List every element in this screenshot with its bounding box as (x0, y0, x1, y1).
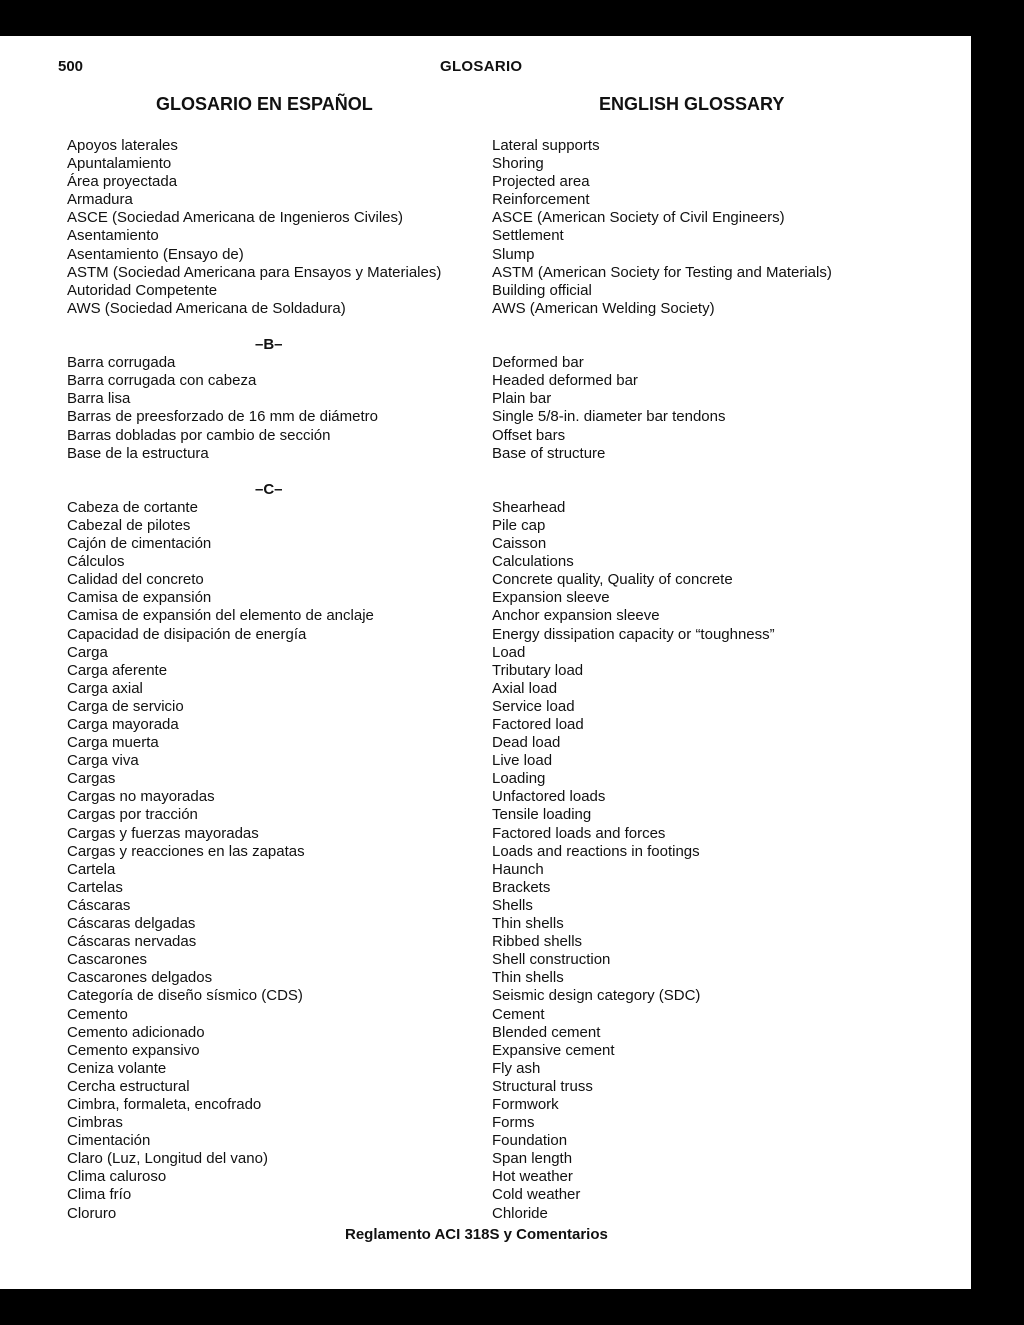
english-term: Dead load (492, 734, 561, 752)
english-term: Shells (492, 896, 533, 914)
spanish-term: Barras de preesforzado de 16 mm de diámetro (67, 408, 378, 426)
english-term: Caisson (492, 535, 547, 553)
glossary-row (0, 716, 971, 734)
glossary-row (0, 626, 971, 644)
glossary-row (0, 1132, 971, 1150)
page-footer: Reglamento ACI 318S y Comentarios (345, 1226, 608, 1243)
glossary-row (0, 372, 971, 390)
english-term: Reinforcement (492, 191, 590, 209)
glossary-row (0, 843, 971, 861)
spanish-term: Camisa de expansión del elemento de anclaje (67, 607, 374, 625)
spanish-term: ASCE (Sociedad Americana de Ingenieros Civiles) (67, 209, 403, 227)
spanish-term: Barra lisa (67, 390, 131, 408)
glossary-row (0, 1042, 971, 1060)
english-term: Expansion sleeve (492, 589, 610, 607)
glossary-row (0, 861, 971, 879)
spanish-term: Cáscaras delgadas (67, 915, 196, 933)
spanish-term: Cloruro (67, 1204, 117, 1222)
spanish-term: Barras dobladas por cambio de sección (67, 426, 331, 444)
spacer-row (0, 318, 971, 336)
spanish-term: Cimbra, formaleta, encofrado (67, 1095, 262, 1113)
spanish-term: Área proyectada (67, 173, 178, 191)
spanish-term: Armadura (67, 191, 133, 209)
spanish-term: Carga de servicio (67, 697, 184, 715)
glossary-row (0, 951, 971, 969)
glossary-row (0, 427, 971, 445)
english-term: Ribbed shells (492, 933, 583, 951)
glossary-row (0, 354, 971, 372)
english-term: Offset bars (492, 426, 566, 444)
english-term: Unfactored loads (492, 788, 606, 806)
english-term: ASTM (American Society for Testing and Materials) (492, 263, 832, 281)
english-term: Concrete quality, Quality of concrete (492, 571, 733, 589)
english-term: Chloride (492, 1204, 548, 1222)
spanish-term: Carga mayorada (67, 716, 179, 733)
glossary-row (0, 825, 971, 843)
spanish-term: Asentamiento (Ensayo de) (67, 245, 244, 263)
glossary-row (0, 553, 971, 571)
spanish-term: Cálculos (67, 553, 125, 571)
spanish-term: Cemento expansivo (67, 1041, 200, 1059)
english-term: Cement (492, 1005, 545, 1023)
glossary-row (0, 1150, 971, 1168)
english-term: Seismic design category (SDC) (492, 987, 701, 1005)
spanish-term: Cascarones (67, 951, 148, 969)
spanish-term: AWS (Sociedad Americana de Soldadura) (67, 299, 346, 317)
spanish-term: ASTM (Sociedad Americana para Ensayos y Materiales) (67, 263, 442, 281)
english-term: Expansive cement (492, 1041, 615, 1059)
english-term: Lateral supports (492, 137, 600, 154)
english-term: AWS (American Welding Society) (492, 299, 715, 317)
glossary-row (0, 571, 971, 589)
letter-section-divider (0, 481, 971, 499)
english-term: Loading (492, 770, 546, 788)
glossary-row (0, 1024, 971, 1042)
english-term: Tributary load (492, 661, 584, 679)
glossary-row (0, 408, 971, 426)
english-term: Base of structure (492, 444, 606, 462)
english-term: Slump (492, 245, 535, 263)
english-term: Energy dissipation capacity or “toughness” (492, 625, 775, 643)
spanish-term: Cáscaras (67, 896, 131, 914)
english-term: Span length (492, 1150, 573, 1168)
english-term: Cold weather (492, 1186, 581, 1204)
spanish-term: Cargas (67, 770, 116, 788)
spanish-term: Carga muerta (67, 734, 159, 752)
spanish-term: Cabezal de pilotes (67, 516, 191, 534)
spanish-term: Calidad del concreto (67, 571, 204, 589)
glossary-row (0, 734, 971, 752)
glossary-row (0, 589, 971, 607)
spanish-term: Cargas y fuerzas mayoradas (67, 824, 259, 842)
english-term: Service load (492, 697, 575, 715)
glossary-row (0, 806, 971, 824)
glossary-row (0, 390, 971, 408)
spanish-term: Camisa de expansión (67, 589, 212, 607)
english-term: Forms (492, 1114, 535, 1132)
glossary-row (0, 897, 971, 915)
glossary-row (0, 680, 971, 698)
glossary-row (0, 155, 971, 173)
spanish-term: Cargas y reacciones en las zapatas (67, 842, 305, 860)
english-term: Deformed bar (492, 354, 584, 372)
spanish-term: Cajón de cimentación (67, 535, 212, 553)
glossary-row (0, 137, 971, 155)
glossary-row (0, 1006, 971, 1024)
spanish-term: Carga axial (67, 679, 143, 697)
english-term: Formwork (492, 1095, 559, 1113)
glossary-row (0, 499, 971, 517)
spanish-term: Clima frío (67, 1186, 132, 1204)
spanish-term: Ceniza volante (67, 1059, 167, 1077)
letter-label: –C– (255, 480, 283, 498)
english-term: Headed deformed bar (492, 372, 638, 390)
spanish-term: Cartela (67, 860, 116, 878)
english-term: Brackets (492, 878, 551, 896)
english-term: Projected area (492, 173, 590, 191)
glossary-row (0, 788, 971, 806)
glossary-row (0, 879, 971, 897)
english-term: Calculations (492, 553, 574, 571)
spacer-row (0, 463, 971, 481)
glossary-row (0, 1168, 971, 1186)
english-term: Loads and reactions in footings (492, 842, 700, 860)
glossary-row (0, 191, 971, 209)
english-term: Fly ash (492, 1059, 541, 1077)
english-term: Settlement (492, 227, 564, 245)
spanish-term: Cemento adicionado (67, 1023, 205, 1041)
spanish-term: Carga aferente (67, 661, 168, 679)
english-term: Anchor expansion sleeve (492, 607, 660, 625)
spanish-term: Carga viva (67, 752, 139, 770)
glossary-row (0, 1186, 971, 1204)
glossary-row (0, 173, 971, 191)
spanish-term: Cimbras (67, 1114, 123, 1132)
english-term: Thin shells (492, 969, 564, 987)
spanish-term: Capacidad de disipación de energía (67, 625, 307, 643)
english-term: Shoring (492, 155, 544, 173)
spanish-term: Carga (67, 643, 108, 661)
glossary-row (0, 517, 971, 535)
english-term: ASCE (American Society of Civil Engineers) (492, 209, 785, 227)
glossary-row (0, 987, 971, 1005)
spanish-term: Clima caluroso (67, 1168, 167, 1186)
english-term: Pile cap (492, 516, 546, 534)
spanish-term: Cabeza de cortante (67, 498, 198, 516)
glossary-list (0, 137, 971, 1223)
spanish-term: Apuntalamiento (67, 155, 172, 173)
english-term: Thin shells (492, 915, 564, 933)
spanish-term: Asentamiento (67, 227, 159, 245)
english-term: Factored load (492, 716, 584, 733)
spanish-term: Autoridad Competente (67, 281, 218, 299)
english-term: Plain bar (492, 390, 552, 408)
spanish-term: Apoyos laterales (67, 137, 178, 154)
glossary-row (0, 770, 971, 788)
english-term: Building official (492, 281, 592, 299)
english-term: Factored loads and forces (492, 824, 666, 842)
glossary-row (0, 698, 971, 716)
glossary-row (0, 915, 971, 933)
glossary-row (0, 644, 971, 662)
english-term: Foundation (492, 1132, 568, 1150)
spanish-term: Claro (Luz, Longitud del vano) (67, 1150, 268, 1168)
glossary-row (0, 300, 971, 318)
glossary-row (0, 1205, 971, 1223)
running-title: GLOSARIO (440, 58, 523, 75)
glossary-row (0, 1078, 971, 1096)
english-term: Blended cement (492, 1023, 601, 1041)
spanish-term: Cargas por tracción (67, 806, 198, 824)
spanish-term: Cimentación (67, 1132, 151, 1150)
english-glossary-heading: ENGLISH GLOSSARY (599, 94, 785, 114)
english-term: Shearhead (492, 498, 566, 516)
glossary-row (0, 246, 971, 264)
spanish-term: Cemento (67, 1005, 128, 1023)
english-term: Structural truss (492, 1077, 593, 1095)
english-term: Shell construction (492, 951, 611, 969)
glossary-row (0, 282, 971, 300)
glossary-row (0, 445, 971, 463)
glossary-row (0, 933, 971, 951)
english-term: Axial load (492, 679, 558, 697)
spanish-term: Cartelas (67, 878, 123, 896)
spanish-term: Cascarones delgados (67, 969, 213, 987)
document-page (0, 36, 971, 1289)
spanish-term: Cercha estructural (67, 1077, 190, 1095)
english-term: Live load (492, 752, 553, 770)
glossary-row (0, 969, 971, 987)
glossary-row (0, 607, 971, 625)
spanish-glossary-heading: GLOSARIO EN ESPAÑOL (156, 94, 373, 114)
letter-section-divider (0, 336, 971, 354)
glossary-row (0, 1114, 971, 1132)
spanish-term: Barra corrugada (67, 354, 176, 372)
spanish-term: Categoría de diseño sísmico (CDS) (67, 987, 303, 1005)
spanish-term: Cáscaras nervadas (67, 933, 197, 951)
spanish-term: Cargas no mayoradas (67, 788, 215, 806)
glossary-row (0, 209, 971, 227)
english-term: Load (492, 643, 526, 661)
glossary-row (0, 662, 971, 680)
glossary-row (0, 1060, 971, 1078)
glossary-row (0, 227, 971, 245)
glossary-row (0, 1096, 971, 1114)
letter-label: –B– (255, 336, 283, 354)
english-term: Haunch (492, 860, 544, 878)
page-number: 500 (58, 58, 84, 75)
glossary-row (0, 752, 971, 770)
spanish-term: Base de la estructura (67, 444, 209, 462)
english-term: Hot weather (492, 1168, 573, 1186)
spanish-term: Barra corrugada con cabeza (67, 372, 257, 390)
glossary-row (0, 264, 971, 282)
english-term: Single 5/8-in. diameter bar tendons (492, 408, 726, 426)
english-term: Tensile loading (492, 806, 592, 824)
glossary-row (0, 535, 971, 553)
